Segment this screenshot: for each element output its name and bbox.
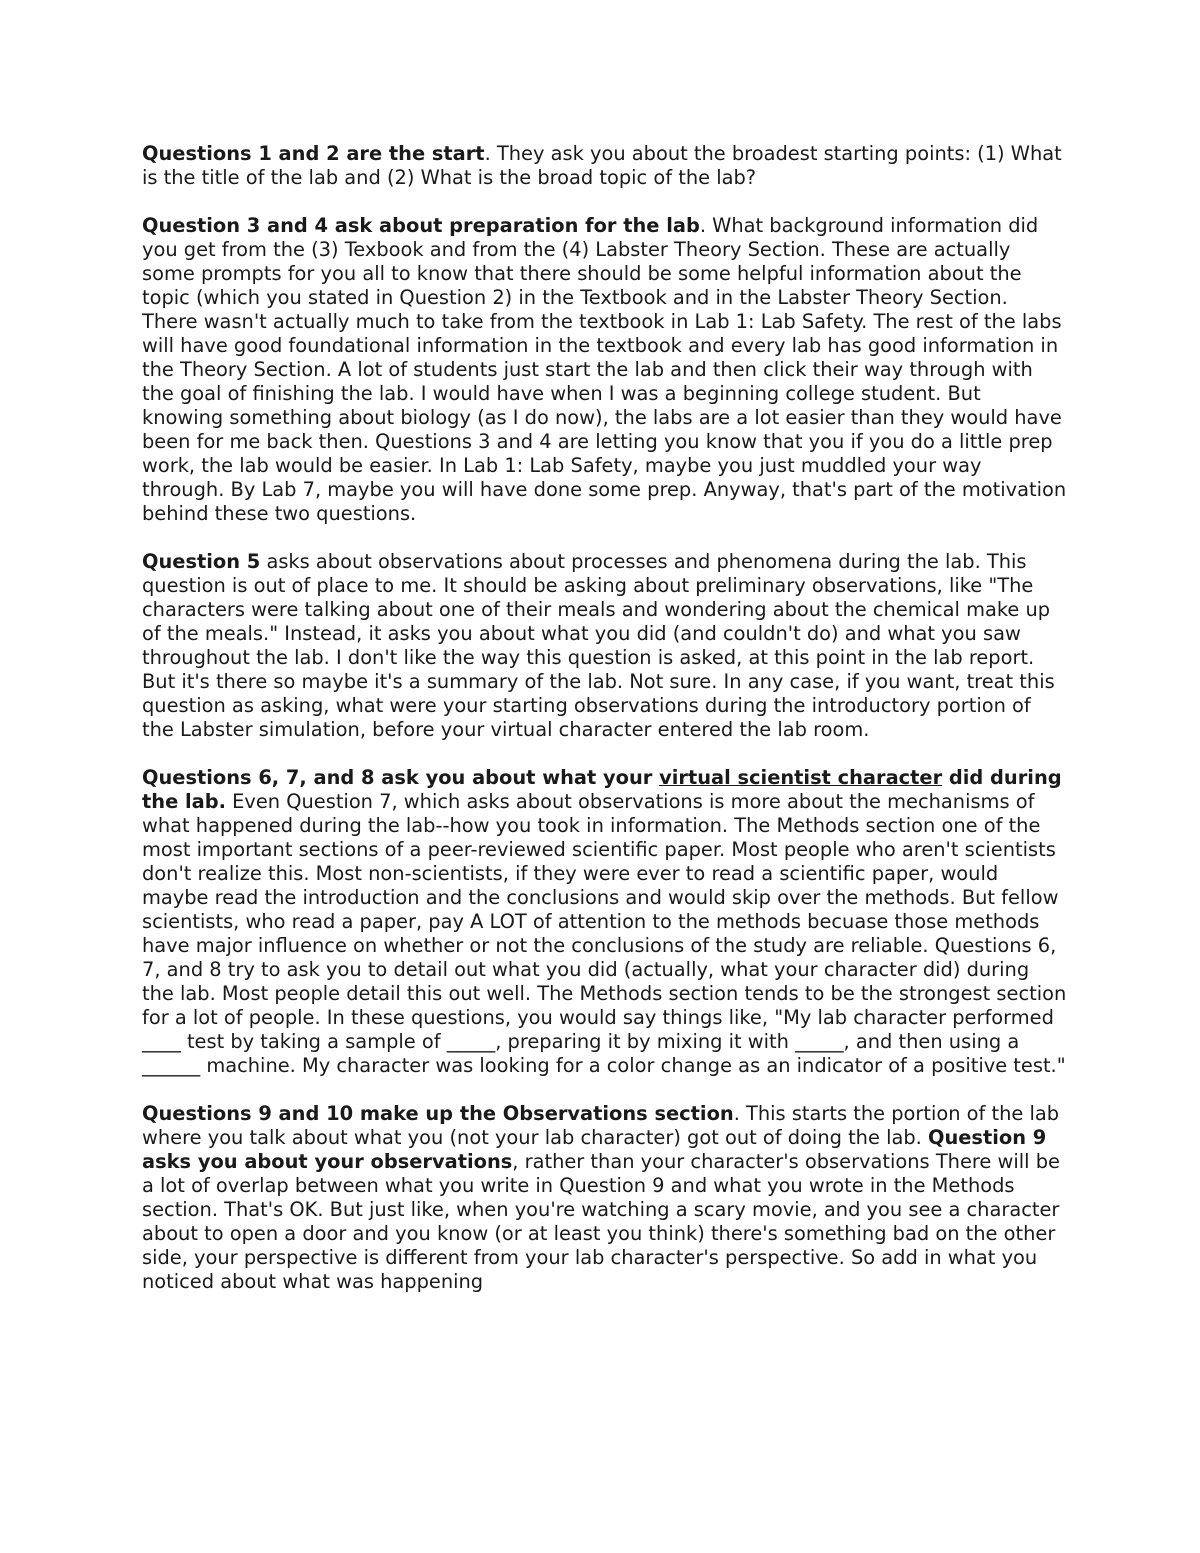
paragraph-text: . This starts the portion of the lab where you talk about what you (not your lab character) got out of doing the lab. (142, 1102, 1060, 1149)
paragraph-text-secondary: , rather than your character's observations There will be a lot of overlap between what you write in Question 9 and what you wrote in the Methods section. That's OK. But just like, when you're watching a scary movie, and you see a character about to open a door and you know (or at least you think) there's something bad on the other side, your perspective is different from your lab character's perspective. So add in what you noticed about what was happening (142, 1150, 1060, 1293)
paragraph-text: . They ask you about the broadest starting points: (1) What is the title of the lab and (2) What is the broad topic of the lab? (142, 142, 1062, 189)
paragraph-lead-underlined: virtual scientist character (659, 766, 943, 789)
paragraph-text: asks about observations about processes and phenomena during the lab. This question is out of place to me. It should be asking about preliminary observations, like "The characters were talking about one of their meals and wondering about the chemical make up of the meals." Instead, it asks you about what you did (and couldn't do) and what you saw throughout the lab. I don't like the way this question is asked, at this point in the lab report. But it's there so maybe it's a summary of the lab. Not sure. In any case, if you want, treat this question as asking, what were your starting observations during the introductory portion of the Labster simulation, before your virtual character entered the lab room. (142, 550, 1055, 741)
paragraph-questions-9-10 (142, 1102, 1067, 1294)
paragraph-text: Even Question 7, which asks about observations is more about the mechanisms of what happened during the lab--how you took in information. The Methods section one of the most important sections of a peer-reviewed scientific paper. Most people who aren't scientists don't realize this. Most non-scientists, if they were ever to read a scientific paper, would maybe read the introduction and the conclusions and would skip over the methods. But fellow scientists, who read a paper, pay A LOT of attention to the methods becuase those methods have major influence on whether or not the conclusions of the study are reliable. Questions 6, 7, and 8 try to ask you to detail out what you did (actually, what your character did) during the lab. Most people detail this out well. The Methods section tends to be the strongest section for a lot of people. In these questions, you would say things like, "My lab character performed ____ test by taking a sample of _____, preparing it by mixing it with _____, and then using a ______ machine. My character was looking for a color change as an indicator of a positive test." (142, 790, 1067, 1077)
paragraph-question-5 (142, 550, 1067, 742)
paragraph-lead: Question 3 and 4 ask about preparation for the lab (142, 214, 700, 237)
paragraph-lead-start: Questions 6, 7, and 8 ask you about what your (142, 766, 660, 789)
paragraph-lead: Question 5 (142, 550, 261, 573)
document-page (142, 142, 1067, 1294)
paragraph-lead: Questions 1 and 2 are the start (142, 142, 485, 165)
paragraph-questions-3-4 (142, 214, 1067, 526)
paragraph-questions-6-7-8 (142, 766, 1067, 1078)
paragraph-lead-end: did during the lab. (142, 766, 1062, 813)
paragraph-lead: Questions 9 and 10 make up the Observations section (142, 1102, 734, 1125)
paragraph-questions-1-2 (142, 142, 1067, 190)
paragraph-text: . What background information did you get from the (3) Texbook and from the (4) Labster Theory Section. These are actually some prompts for you all to know that there should be some helpful information about the topic (which you stated in Question 2) in the Textbook and in the Labster Theory Section. There wasn't actually much to take from the textbook in Lab 1: Lab Safety. The rest of the labs will have good foundational information in the textbook and every lab has good information in the Theory Section. A lot of students just start the lab and then click their way through with the goal of finishing the lab. I would have when I was a beginning college student. But knowing something about biology (as I do now), the labs are a lot easier than they would have been for me back then. Questions 3 and 4 are letting you know that you if you do a little prep work, the lab would be easier. In Lab 1: Lab Safety, maybe you just muddled your way through. By Lab 7, maybe you will have done some prep. Anyway, that's part of the motivation behind these two questions. (142, 214, 1067, 525)
paragraph-lead-secondary: Question 9 asks you about your observations (142, 1126, 1047, 1173)
